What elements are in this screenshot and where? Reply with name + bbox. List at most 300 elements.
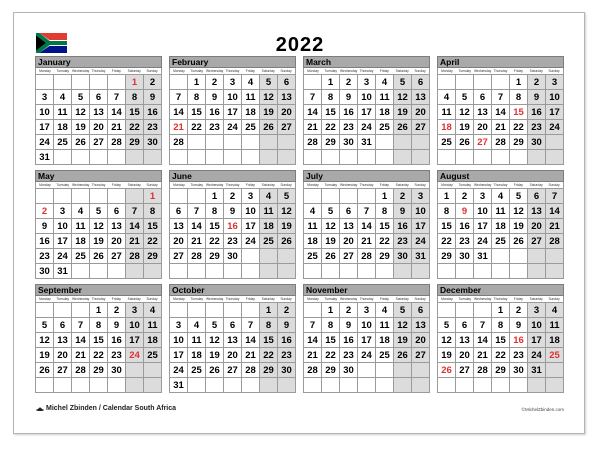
day-cell: 12 [90, 219, 108, 234]
empty-day-cell [546, 135, 564, 150]
empty-day-cell [528, 249, 546, 264]
day-cell: 4 [376, 75, 394, 90]
weekday-label: Friday [513, 297, 523, 301]
day-cell: 12 [510, 204, 528, 219]
empty-day-cell [126, 150, 144, 165]
empty-day-cell [242, 150, 260, 165]
empty-day-cell [90, 75, 108, 90]
empty-day-cell [304, 189, 322, 204]
day-grid [303, 188, 430, 279]
empty-day-cell [206, 135, 224, 150]
day-cell: 18 [376, 333, 394, 348]
weekday-label: Sunday [146, 183, 158, 187]
weekday-header [35, 68, 162, 74]
empty-day-cell [546, 378, 564, 393]
day-cell: 2 [394, 189, 412, 204]
day-cell: 9 [456, 204, 474, 219]
day-cell: 20 [278, 105, 296, 120]
day-cell: 23 [144, 120, 162, 135]
weekday-label: Wednesday [473, 297, 492, 301]
day-cell: 11 [72, 219, 90, 234]
day-cell: 22 [144, 234, 162, 249]
empty-day-cell [144, 378, 162, 393]
day-cell: 27 [108, 249, 126, 264]
empty-day-cell [528, 150, 546, 165]
day-cell: 1 [438, 189, 456, 204]
day-cell: 1 [144, 189, 162, 204]
empty-day-cell [188, 189, 206, 204]
day-cell: 21 [108, 120, 126, 135]
empty-day-cell [72, 189, 90, 204]
empty-day-cell [412, 363, 430, 378]
weekday-label: Sunday [548, 69, 560, 73]
empty-day-cell [72, 264, 90, 279]
empty-day-cell [456, 264, 474, 279]
weekday-label: Friday [513, 69, 523, 73]
day-cell: 23 [528, 120, 546, 135]
day-cell: 11 [144, 318, 162, 333]
day-cell: 28 [242, 363, 260, 378]
day-cell: 3 [358, 75, 376, 90]
day-cell: 16 [224, 219, 242, 234]
day-cell: 8 [322, 318, 340, 333]
empty-day-cell [72, 303, 90, 318]
empty-day-cell [126, 363, 144, 378]
day-cell: 7 [126, 204, 144, 219]
day-cell: 5 [394, 75, 412, 90]
empty-day-cell [456, 75, 474, 90]
empty-day-cell [206, 150, 224, 165]
empty-day-cell [394, 150, 412, 165]
month-may [35, 170, 162, 279]
day-cell: 25 [242, 120, 260, 135]
day-cell: 10 [474, 204, 492, 219]
day-cell: 31 [528, 363, 546, 378]
month-july [303, 170, 430, 279]
day-cell: 28 [304, 363, 322, 378]
day-cell: 6 [108, 204, 126, 219]
day-cell: 16 [394, 219, 412, 234]
day-cell: 21 [358, 234, 376, 249]
day-cell: 29 [510, 135, 528, 150]
day-cell: 26 [72, 135, 90, 150]
day-cell: 4 [438, 90, 456, 105]
empty-day-cell [474, 378, 492, 393]
month-name: March [303, 56, 430, 68]
day-cell: 22 [188, 120, 206, 135]
day-cell: 4 [144, 303, 162, 318]
day-cell: 9 [394, 204, 412, 219]
day-cell: 3 [54, 204, 72, 219]
weekday-label: Thursday [493, 183, 508, 187]
empty-day-cell [412, 378, 430, 393]
day-cell: 23 [108, 348, 126, 363]
weekday-label: Thursday [359, 297, 374, 301]
empty-day-cell [546, 363, 564, 378]
day-cell: 15 [510, 105, 528, 120]
day-cell: 27 [278, 120, 296, 135]
month-name: December [437, 284, 564, 296]
day-cell: 28 [126, 249, 144, 264]
day-cell: 12 [394, 90, 412, 105]
day-cell: 29 [126, 135, 144, 150]
day-cell: 23 [224, 234, 242, 249]
empty-day-cell [358, 189, 376, 204]
day-cell: 21 [188, 234, 206, 249]
month-january [35, 56, 162, 165]
day-cell: 6 [340, 204, 358, 219]
day-grid [437, 302, 564, 393]
day-cell: 3 [170, 318, 188, 333]
day-cell: 19 [72, 120, 90, 135]
day-cell: 15 [322, 333, 340, 348]
day-cell: 1 [492, 303, 510, 318]
day-cell: 16 [144, 105, 162, 120]
weekday-label: Wednesday [205, 69, 224, 73]
day-cell: 4 [304, 204, 322, 219]
day-cell: 30 [394, 249, 412, 264]
day-cell: 25 [376, 348, 394, 363]
day-cell: 2 [510, 303, 528, 318]
day-grid [303, 74, 430, 165]
day-cell: 7 [546, 189, 564, 204]
day-cell: 5 [394, 303, 412, 318]
empty-day-cell [260, 135, 278, 150]
day-cell: 3 [474, 189, 492, 204]
footer-website: ©MichelZbinden.com [521, 407, 564, 412]
empty-day-cell [72, 75, 90, 90]
weekday-label: Sunday [146, 69, 158, 73]
day-cell: 10 [54, 219, 72, 234]
weekday-label: Monday [39, 297, 51, 301]
day-cell: 15 [438, 219, 456, 234]
weekday-label: Thursday [359, 183, 374, 187]
day-cell: 18 [304, 234, 322, 249]
empty-day-cell [376, 150, 394, 165]
day-cell: 2 [36, 204, 54, 219]
day-cell: 18 [492, 219, 510, 234]
day-cell: 30 [108, 363, 126, 378]
day-cell: 8 [260, 318, 278, 333]
day-cell: 9 [510, 318, 528, 333]
weekday-label: Thursday [225, 69, 240, 73]
day-cell: 28 [492, 135, 510, 150]
empty-day-cell [456, 150, 474, 165]
empty-day-cell [36, 75, 54, 90]
day-cell: 1 [188, 75, 206, 90]
day-cell: 19 [36, 348, 54, 363]
empty-day-cell [474, 75, 492, 90]
day-cell: 16 [456, 219, 474, 234]
day-cell: 24 [358, 348, 376, 363]
weekday-header [437, 68, 564, 74]
day-cell: 15 [492, 333, 510, 348]
day-cell: 23 [340, 348, 358, 363]
empty-day-cell [54, 303, 72, 318]
day-cell: 20 [90, 120, 108, 135]
empty-day-cell [188, 378, 206, 393]
month-name: May [35, 170, 162, 182]
day-cell: 17 [528, 333, 546, 348]
day-cell: 22 [322, 120, 340, 135]
day-cell: 9 [36, 219, 54, 234]
weekday-header [303, 68, 430, 74]
empty-day-cell [278, 135, 296, 150]
empty-day-cell [304, 264, 322, 279]
weekday-label: Friday [245, 69, 255, 73]
empty-day-cell [492, 264, 510, 279]
day-cell: 6 [170, 204, 188, 219]
empty-day-cell [304, 303, 322, 318]
day-cell: 21 [242, 348, 260, 363]
day-cell: 6 [224, 318, 242, 333]
month-name: October [169, 284, 296, 296]
day-cell: 29 [144, 249, 162, 264]
empty-day-cell [510, 378, 528, 393]
day-cell: 29 [322, 363, 340, 378]
day-cell: 30 [510, 363, 528, 378]
empty-day-cell [170, 303, 188, 318]
empty-day-cell [188, 135, 206, 150]
day-cell: 30 [144, 135, 162, 150]
month-february [169, 56, 296, 165]
day-cell: 4 [260, 189, 278, 204]
day-cell: 2 [108, 303, 126, 318]
empty-day-cell [394, 363, 412, 378]
empty-day-cell [54, 150, 72, 165]
day-cell: 10 [126, 318, 144, 333]
weekday-label: Thursday [493, 297, 508, 301]
day-cell: 29 [90, 363, 108, 378]
empty-day-cell [108, 189, 126, 204]
day-cell: 31 [36, 150, 54, 165]
empty-day-cell [108, 264, 126, 279]
empty-day-cell [90, 264, 108, 279]
empty-day-cell [438, 378, 456, 393]
day-cell: 20 [108, 234, 126, 249]
day-cell: 29 [492, 363, 510, 378]
day-cell: 11 [492, 204, 510, 219]
weekday-label: Tuesday [324, 297, 338, 301]
day-cell: 4 [546, 303, 564, 318]
day-cell: 21 [546, 219, 564, 234]
empty-day-cell [376, 264, 394, 279]
weekday-label: Friday [111, 183, 121, 187]
day-cell: 8 [492, 318, 510, 333]
month-november [303, 284, 430, 393]
month-august [437, 170, 564, 279]
day-cell: 7 [242, 318, 260, 333]
day-cell: 18 [438, 120, 456, 135]
weekday-label: Saturday [529, 69, 543, 73]
day-cell: 25 [304, 249, 322, 264]
footer-left-text: Michel Zbinden / Calendar South Africa [46, 405, 177, 412]
weekday-label: Monday [39, 183, 51, 187]
weekday-header [35, 296, 162, 302]
day-cell: 9 [224, 204, 242, 219]
day-cell: 20 [224, 348, 242, 363]
day-cell: 9 [340, 90, 358, 105]
day-cell: 22 [206, 234, 224, 249]
day-cell: 27 [474, 135, 492, 150]
day-cell: 22 [376, 234, 394, 249]
weekday-label: Sunday [280, 69, 292, 73]
day-cell: 13 [54, 333, 72, 348]
empty-day-cell [170, 75, 188, 90]
day-cell: 6 [412, 303, 430, 318]
weekday-label: Wednesday [205, 297, 224, 301]
day-cell: 21 [72, 348, 90, 363]
day-cell: 17 [546, 105, 564, 120]
day-cell: 5 [278, 189, 296, 204]
day-cell: 30 [278, 363, 296, 378]
day-cell: 24 [358, 120, 376, 135]
day-cell: 20 [412, 105, 430, 120]
day-cell: 13 [412, 90, 430, 105]
day-cell: 25 [188, 363, 206, 378]
empty-day-cell [260, 264, 278, 279]
day-cell: 13 [108, 219, 126, 234]
day-cell: 19 [394, 105, 412, 120]
day-cell: 9 [528, 90, 546, 105]
day-cell: 20 [412, 333, 430, 348]
weekday-header [437, 296, 564, 302]
weekday-label: Friday [379, 297, 389, 301]
day-cell: 27 [528, 234, 546, 249]
weekday-label: Monday [307, 297, 319, 301]
day-cell: 19 [260, 105, 278, 120]
day-cell: 8 [144, 204, 162, 219]
day-cell: 24 [224, 120, 242, 135]
day-cell: 27 [90, 135, 108, 150]
weekday-label: Thursday [91, 69, 106, 73]
day-cell: 10 [242, 204, 260, 219]
weekday-label: Sunday [414, 69, 426, 73]
empty-day-cell [322, 378, 340, 393]
day-cell: 3 [412, 189, 430, 204]
day-cell: 3 [528, 303, 546, 318]
empty-day-cell [260, 150, 278, 165]
day-cell: 3 [126, 303, 144, 318]
day-cell: 17 [170, 348, 188, 363]
day-cell: 23 [36, 249, 54, 264]
empty-day-cell [438, 75, 456, 90]
day-grid [35, 74, 162, 165]
weekday-label: Wednesday [339, 69, 358, 73]
empty-day-cell [412, 264, 430, 279]
day-cell: 27 [340, 249, 358, 264]
day-cell: 13 [474, 105, 492, 120]
weekday-label: Saturday [261, 297, 275, 301]
weekday-label: Thursday [91, 183, 106, 187]
day-cell: 17 [224, 105, 242, 120]
weekday-label: Saturday [127, 183, 141, 187]
weekday-header [437, 182, 564, 188]
day-cell: 31 [170, 378, 188, 393]
day-cell: 14 [492, 105, 510, 120]
empty-day-cell [474, 303, 492, 318]
day-cell: 19 [278, 219, 296, 234]
day-cell: 16 [206, 105, 224, 120]
weekday-label: Saturday [395, 183, 409, 187]
day-cell: 8 [510, 90, 528, 105]
day-cell: 6 [278, 75, 296, 90]
month-march [303, 56, 430, 165]
empty-day-cell [242, 378, 260, 393]
day-cell: 12 [36, 333, 54, 348]
day-cell: 19 [206, 348, 224, 363]
empty-day-cell [412, 135, 430, 150]
month-name: November [303, 284, 430, 296]
day-cell: 22 [90, 348, 108, 363]
day-cell: 22 [322, 348, 340, 363]
day-cell: 7 [108, 90, 126, 105]
day-cell: 25 [54, 135, 72, 150]
day-cell: 14 [358, 219, 376, 234]
weekday-label: Saturday [529, 183, 543, 187]
weekday-label: Saturday [261, 69, 275, 73]
day-cell: 22 [126, 120, 144, 135]
day-cell: 22 [492, 348, 510, 363]
weekday-header [169, 296, 296, 302]
day-cell: 5 [206, 318, 224, 333]
empty-day-cell [170, 150, 188, 165]
day-cell: 31 [358, 135, 376, 150]
day-cell: 20 [474, 120, 492, 135]
day-cell: 13 [278, 90, 296, 105]
empty-day-cell [278, 249, 296, 264]
day-cell: 6 [90, 90, 108, 105]
weekday-label: Monday [441, 69, 453, 73]
month-december [437, 284, 564, 393]
day-cell: 21 [304, 120, 322, 135]
weekday-label: Saturday [395, 69, 409, 73]
empty-day-cell [394, 135, 412, 150]
day-cell: 21 [474, 348, 492, 363]
day-cell: 23 [394, 234, 412, 249]
empty-day-cell [358, 150, 376, 165]
day-cell: 9 [206, 90, 224, 105]
day-cell: 25 [260, 234, 278, 249]
empty-day-cell [108, 150, 126, 165]
day-cell: 7 [474, 318, 492, 333]
day-cell: 5 [36, 318, 54, 333]
day-cell: 20 [456, 348, 474, 363]
empty-day-cell [242, 249, 260, 264]
day-cell: 27 [412, 348, 430, 363]
day-cell: 12 [322, 219, 340, 234]
empty-day-cell [492, 378, 510, 393]
day-cell: 10 [412, 204, 430, 219]
day-cell: 21 [304, 348, 322, 363]
day-cell: 2 [224, 189, 242, 204]
day-cell: 2 [456, 189, 474, 204]
empty-day-cell [224, 303, 242, 318]
weekday-label: Wednesday [339, 297, 358, 301]
empty-day-cell [206, 378, 224, 393]
day-cell: 18 [188, 348, 206, 363]
day-cell: 29 [206, 249, 224, 264]
day-cell: 18 [144, 333, 162, 348]
day-cell: 22 [510, 120, 528, 135]
weekday-label: Tuesday [324, 183, 338, 187]
day-cell: 20 [54, 348, 72, 363]
empty-day-cell [528, 264, 546, 279]
day-cell: 19 [394, 333, 412, 348]
day-cell: 23 [456, 234, 474, 249]
day-cell: 10 [358, 90, 376, 105]
empty-day-cell [546, 264, 564, 279]
